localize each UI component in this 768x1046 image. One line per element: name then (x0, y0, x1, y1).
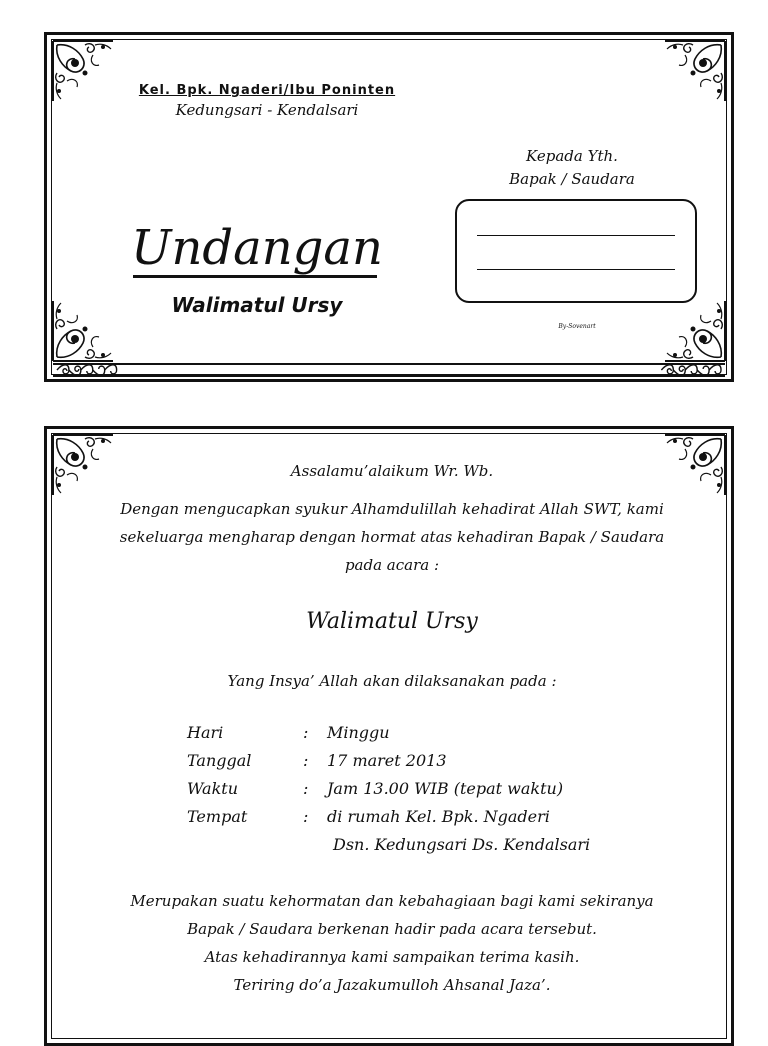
detail-colon: : (303, 807, 309, 826)
closing-line: Merupakan suatu kehormatan dan kebahagiaan bagi kami sekiranya (130, 892, 654, 910)
floral-corner-ornament-icon (49, 297, 117, 365)
designer-credit: By-Sovenart (558, 323, 596, 330)
event-title: Walimatul Ursy (306, 609, 478, 634)
address-line (477, 235, 675, 236)
invitation-title: Undangan (131, 220, 383, 276)
detail-colon: : (303, 779, 309, 798)
floral-corner-ornament-icon (661, 297, 729, 365)
closing-line: Bapak / Saudara berkenan hadir pada acara tersebut. (187, 920, 597, 938)
detail-label: Tempat (187, 807, 248, 826)
detail-value: Jam 13.00 WIB (tepat waktu) (327, 779, 564, 798)
address-line (477, 269, 675, 270)
detail-value: di rumah Kel. Bpk. Ngaderi (327, 807, 550, 826)
closing-line: Teriring do’a Jazakumulloh Ahsanal Jaza’. (233, 976, 551, 994)
sender-name: Kel. Bpk. Ngaderi/Ibu Poninten (138, 83, 396, 98)
sender-address: Kedungsari - Kendalsari (175, 101, 359, 119)
detail-label: Tanggal (187, 751, 252, 770)
detail-label: Waktu (187, 779, 239, 798)
title-underline (133, 275, 377, 278)
greeting: Assalamu’alaikum Wr. Wb. (290, 462, 494, 480)
invitation-subtitle: Walimatul Ursy (171, 293, 343, 317)
recipient-salutation: Bapak / Saudara (509, 170, 635, 188)
detail-colon: : (303, 751, 309, 770)
detail-value: 17 maret 2013 (327, 751, 447, 770)
detail-label: Hari (187, 723, 224, 742)
intro-line: Dengan mengucapkan syukur Alhamdulillah kehadirat Allah SWT, kami (120, 500, 664, 518)
envelope-card (44, 32, 734, 382)
recipient-address-box (455, 199, 697, 303)
intro-line: pada acara : (344, 556, 440, 574)
schedule-intro: Yang Insya’ Allah akan dilaksanakan pada : (227, 672, 557, 690)
closing-line: Atas kehadirannya kami sampaikan terima kasih. (204, 948, 580, 966)
floral-corner-ornament-icon (49, 37, 117, 105)
detail-value: Dsn. Kedungsari Ds. Kendalsari (333, 835, 591, 854)
detail-colon: : (303, 723, 309, 742)
detail-value: Minggu (327, 723, 390, 742)
letter-card (44, 426, 734, 1046)
floral-corner-ornament-icon (661, 37, 729, 105)
recipient-label: Kepada Yth. (526, 147, 618, 165)
intro-line: sekeluarga mengharap dengan hormat atas kehadiran Bapak / Saudara (119, 528, 665, 546)
scroll-border-ornament-icon (53, 363, 725, 377)
